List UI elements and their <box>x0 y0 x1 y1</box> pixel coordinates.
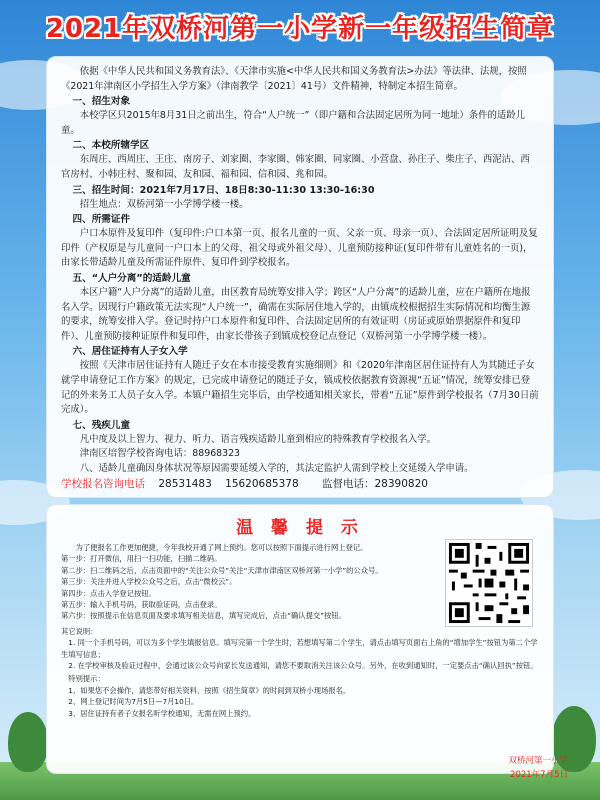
enrollment-brochure-panel <box>46 56 554 498</box>
steps-list <box>61 553 539 621</box>
section-heading: 七、残疾儿童 <box>72 419 131 431</box>
step-item: 第四步：点击入学登记按钮。 <box>61 588 156 598</box>
intro-paragraph: 依据《中华人民共和国义务教育法》、《天津市实施<中华人民共和国义务教育法>办法》等法律、法规，按照《2021年津南区小学招生入学方案》（津南教学〔2021〕41号）文件精神，特制定本招生简章。 <box>61 66 527 92</box>
contact-phone: 28531483 <box>158 478 212 491</box>
section-text: 户口本原件及复印件（复印件:户口本第一页、报名儿童的一页、父亲一页、母亲一页）、合法固定居所证明及复印件（产权原是与儿童同一户口本上的父母、祖父母或外祖父母）、儿童预防接种证(复印件带有儿童姓名的一页)，由家长带适龄儿童及所需证件原件、复印件到学校报名。 <box>61 228 538 269</box>
tips-intro: 为了便报名工作更加便捷，今年我校开通了网上预约。您可以按照下面提示进行网上登记。 <box>75 543 368 552</box>
step-item: 第六步：按照提示在信息页面及要求填写相关信息，填写完成后，点击“确认提交”按钮。 <box>61 611 346 621</box>
section-heading: 五、“人户分离”的适龄儿童 <box>72 272 191 284</box>
section-text: 东周庄、西周庄、王庄、南房子、刘家圈、李家圈、韩家圈、同家圈、小营盘、孙庄子、柴庄子、西泥沽、西官房村、小韩庄村、聚和园、友和园、福和园、信和园、兆和园。 <box>61 154 530 180</box>
page-title: 2021年双桥河第一小学新一年级招生简章 <box>45 14 555 44</box>
note-item: 1. 同一个手机号码，可以为多个学生填报信息。填写完第一个学生时，若想填写第二个学生，请点击填写页面右上角的“增加学生”按钮为第二个学生填写信息； <box>61 638 538 659</box>
contact-line <box>61 476 539 492</box>
supervise-phone: 监督电话：28390820 <box>321 478 428 491</box>
section-text: 本校学区只2015年8月31日之前出生，符合“人户统一”（即户籍和合法固定居所为同一地址）条件的适龄儿童。 <box>61 110 526 136</box>
special-item: 3、居住证持有者子女报名听学校通知，无需在网上预约。 <box>68 708 256 718</box>
section-heading: 六、居住证持有人子女入学 <box>72 346 188 358</box>
note-item: 2. 在学校审核及验证过程中，会通过该公众号向家长发送通知，请您不要取消关注该公众号。另外，在收到通知时，一定要点击“确认回执”按钮。 <box>68 661 538 671</box>
section-heading: 一、招生对象 <box>72 96 131 108</box>
footer-school: 双桥河第一小学 <box>508 756 568 766</box>
section-heading: 三、招生时间：2021年7月17日、18日8:30-11:30 13:30-16:30 <box>72 184 375 196</box>
contact-phone: 15620685378 <box>225 478 299 491</box>
section-text: 招生地点：双桥河第一小学博学楼一楼。 <box>79 198 249 210</box>
tips-title: 温 馨 提 示 <box>236 518 364 538</box>
special-notes-heading: 特别提示： <box>68 674 105 684</box>
tree <box>8 712 48 772</box>
other-notes-heading: 其它说明： <box>61 626 98 636</box>
qr-code-icon[interactable] <box>445 539 533 627</box>
tips-panel <box>46 504 554 774</box>
section-text: 凡中度及以上智力、视力、听力、语言残疾适龄儿童到相应的特殊教育学校报名入学。 <box>79 433 437 445</box>
contact-label: 学校报名咨询电话 <box>61 478 145 491</box>
special-item: 2、网上登记时间为7月5日—7月10日。 <box>68 697 199 707</box>
special-school-phone: 津南区培智学校咨询电话：88968323 <box>79 448 241 460</box>
section-heading: 四、所需证件 <box>72 214 131 226</box>
section-text: 按照《天津市居住证持有人随迁子女在本市接受教育实施细则》和《2020年津南区居住证持有人为其随迁子女就学申请登记工作方案》的规定，已完成申请登记的随迁子女，镇成校依据教育资源视“五证”情况，统筹安排已登记的外来务工人员子女入学。本镇户籍招生完毕后，由学校通知相关家长，带着“五证”原件到学校报名（7月30日前完成）。 <box>61 360 539 416</box>
step-item: 第三步：关注并进入学校公众号之后，点击“微校云”。 <box>61 577 237 587</box>
section-heading: 二、本校所辖学区 <box>72 140 150 152</box>
section-text: 八、适龄儿童确因身体状况等原因需要延缓入学的，其法定监护人需到学校上交延缓入学申请。 <box>79 462 474 474</box>
step-item: 第五步：输入手机号码，获取验证码，点击登录。 <box>61 600 222 610</box>
section-text: 本区户籍“人户分离”的适龄儿童，由区教育局统筹安排入学；跨区“人户分离”的适龄儿童，应在户籍所在地报名入学。因现行户籍政策无法实现“人户统一”，确需在实际居住地入学的，由镇成校根据招生实际情况和均衡生源的要求，统筹安排入学。登记时持户口本原件和复印件、合法固定居所的有效证明（房证或原始票据原件和复印件）、儿童预防接种证原件和复印件，由家长带孩子到镇成校登记点登记（双桥河第一小学博学楼一楼）。 <box>61 286 531 342</box>
special-item: 1、如果您不会操作，请您带好相关资料，按照《招生简章》的时间到双桥小现场报名。 <box>68 685 351 695</box>
footer-date: 2021年7月5日 <box>510 770 568 780</box>
step-item: 第二步：扫二维码之后，点击页面中的“关注公众号”关注“天津市津南区双桥河第一小学”的公众号。 <box>61 565 383 575</box>
step-item: 第一步：打开微信，用扫一扫功能，扫描二维码。 <box>61 554 222 564</box>
